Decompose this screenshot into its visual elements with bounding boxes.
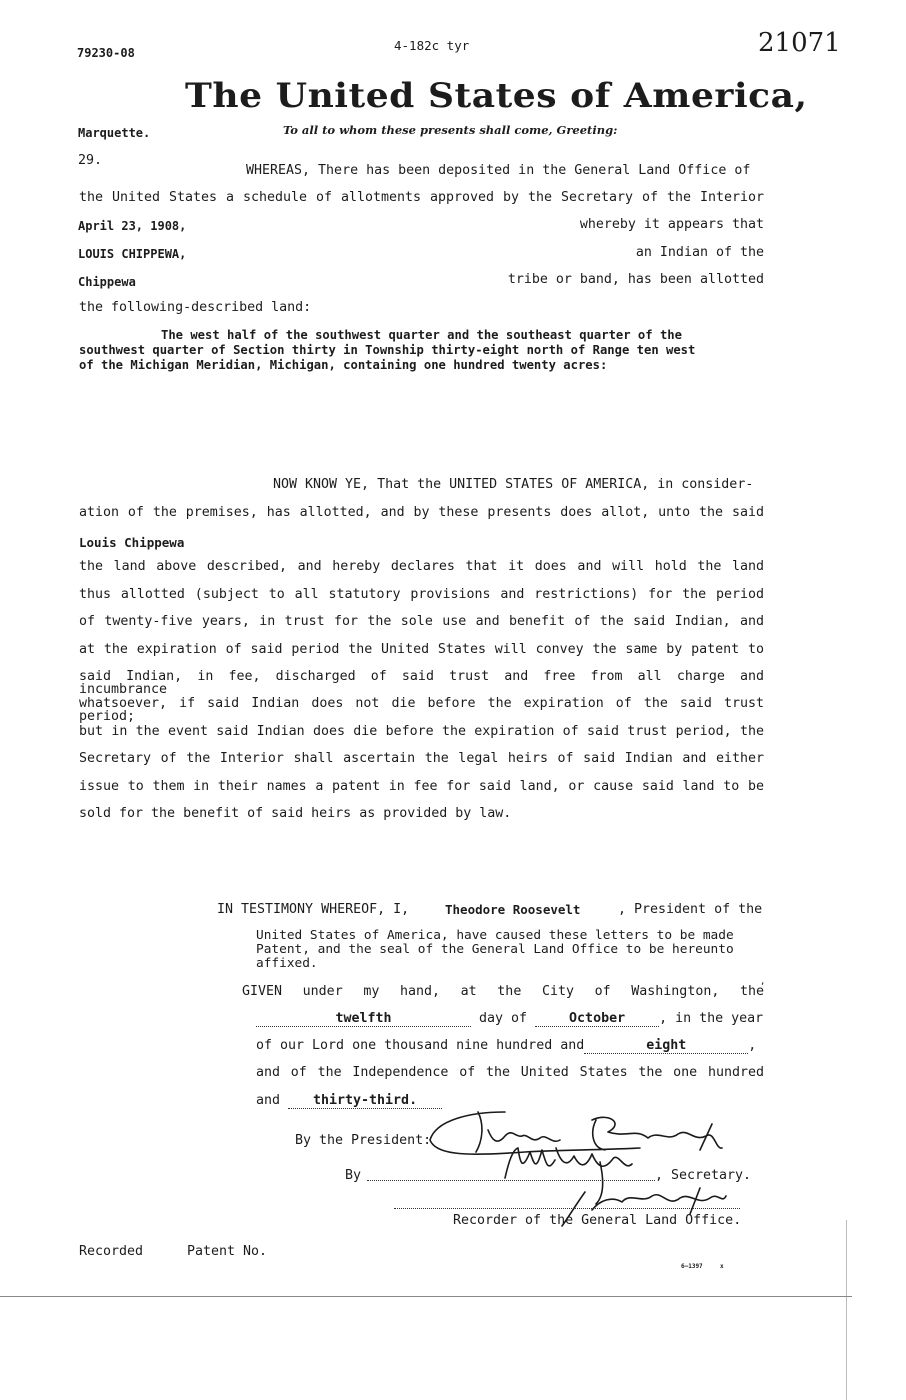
testimony-lead: IN TESTIMONY WHEREOF, I,	[217, 902, 410, 917]
seal-line-3: affixed.	[256, 956, 318, 971]
seal-line-2: Patent, and the seal of the General Land Office to be hereunto	[256, 942, 734, 957]
recorded-label: Recorded	[79, 1244, 144, 1259]
president-signature	[430, 1112, 722, 1154]
document-title: The United States of America,	[185, 76, 808, 116]
allottee-name: LOUIS CHIPPEWA,	[78, 247, 187, 261]
whereas-line-3: whereby it appears that	[579, 217, 764, 232]
grant-body-line-3: of twenty-five years, in trust for the sole use and benefit of the said Indian, and	[79, 614, 764, 629]
lord-text: of our Lord one thousand nine hundred and	[256, 1038, 585, 1053]
in-the-year-label: , in the year	[659, 1011, 764, 1026]
sheet-right-edge	[846, 1220, 847, 1400]
patent-number-label: Patent No.	[187, 1244, 268, 1259]
grant-line-2: ation of the premises, has allotted, and by these presents does allot, unto the said	[79, 505, 764, 520]
ink-mark: ,	[760, 977, 766, 987]
whereas-line-4: an Indian of the	[635, 245, 764, 260]
independence-year-value: thirty-third.	[288, 1094, 442, 1109]
serial-number-left: 79230-08	[77, 46, 135, 60]
whereas-line-6: the following-described land:	[79, 300, 312, 315]
tribe-name: Chippewa	[78, 275, 136, 289]
greeting: To all to whom these presents shall come, Greeting:	[283, 123, 618, 137]
grant-line-1: NOW KNOW YE, That the UNITED STATES OF AMERICA, in consider-	[273, 477, 754, 492]
testimony-tail: , President of the	[618, 902, 763, 917]
grant-body-line-8: Secretary of the Interior shall ascertain the legal heirs of said Indian and either	[79, 751, 764, 766]
land-office: Marquette.	[78, 126, 151, 140]
day-value: twelfth	[256, 1012, 471, 1027]
grant-body-last-line: sold for the benefit of said heirs as provided by law.	[79, 806, 512, 821]
land-description-line-3: of the Michigan Meridian, Michigan, containing one hundred twenty acres:	[79, 358, 608, 372]
independence-line: and of the Independence of the United States the one hundred	[256, 1065, 764, 1080]
by-label: By	[345, 1168, 362, 1183]
form-mark: x	[720, 1263, 724, 1270]
whereas-line-5: tribe or band, has been allotted	[507, 272, 764, 287]
secretary-label: , Secretary.	[655, 1168, 752, 1183]
land-description-line-2: southwest quarter of Section thirty in Township thirty-eight north of Range ten west	[79, 343, 696, 357]
day-of-label: day of	[479, 1011, 528, 1026]
month-value: October	[535, 1012, 659, 1027]
seal-line-1: United States of America, have caused these letters to be made	[256, 928, 734, 943]
recorder-label: Recorder of the General Land Office.	[453, 1213, 742, 1228]
given-line: GIVEN under my hand, at the City of Washington, the	[242, 984, 764, 999]
by-president-label: By the President:	[295, 1133, 432, 1148]
year-line: of our Lord one thousand nine hundred and eight ,	[256, 1038, 757, 1053]
grant-body-line-7: but in the event said Indian does die before the expiration of said trust period, the	[79, 724, 764, 739]
secretary-signature	[505, 1148, 632, 1204]
grant-body-line-1: the land above described, and hereby declares that it does and will hold the land	[79, 559, 764, 574]
land-description-line-1: The west half of the southwest quarter and the southeast quarter of the	[161, 328, 682, 342]
serial-number-right: 21071	[758, 28, 841, 58]
whereas-line-1: WHEREAS, There has been deposited in the General Land Office of	[246, 163, 751, 178]
form-code: 4-182c tyr	[394, 38, 470, 53]
schedule-date: April 23, 1908,	[78, 219, 187, 233]
document-number: 29.	[78, 153, 103, 168]
and-label: and	[256, 1093, 281, 1108]
year-value: eight	[584, 1039, 748, 1054]
grant-body-line-6: whatsoever, if said Indian does not die before the expiration of the said trust period;	[79, 696, 764, 725]
form-number: 6—1397	[681, 1263, 703, 1270]
grant-body-line-2: thus allotted (subject to all statutory provisions and restrictions) for the period	[79, 587, 764, 602]
grantee-name: Louis Chippewa	[79, 535, 185, 550]
president-name: Theodore Roosevelt	[445, 902, 581, 917]
grant-body-line-9: issue to them in their names a patent in fee for said land, or cause said land to be	[79, 779, 764, 794]
grant-body-line-4: at the expiration of said period the United States will convey the same by patent to	[79, 642, 764, 657]
sheet-bottom-edge	[0, 1296, 852, 1297]
recorder-signature	[562, 1188, 726, 1226]
grant-body-line-5: said Indian, in fee, discharged of said trust and free from all charge and incumbrance	[79, 669, 764, 698]
whereas-line-2: the United States a schedule of allotments approved by the Secretary of the Interior	[79, 190, 764, 205]
